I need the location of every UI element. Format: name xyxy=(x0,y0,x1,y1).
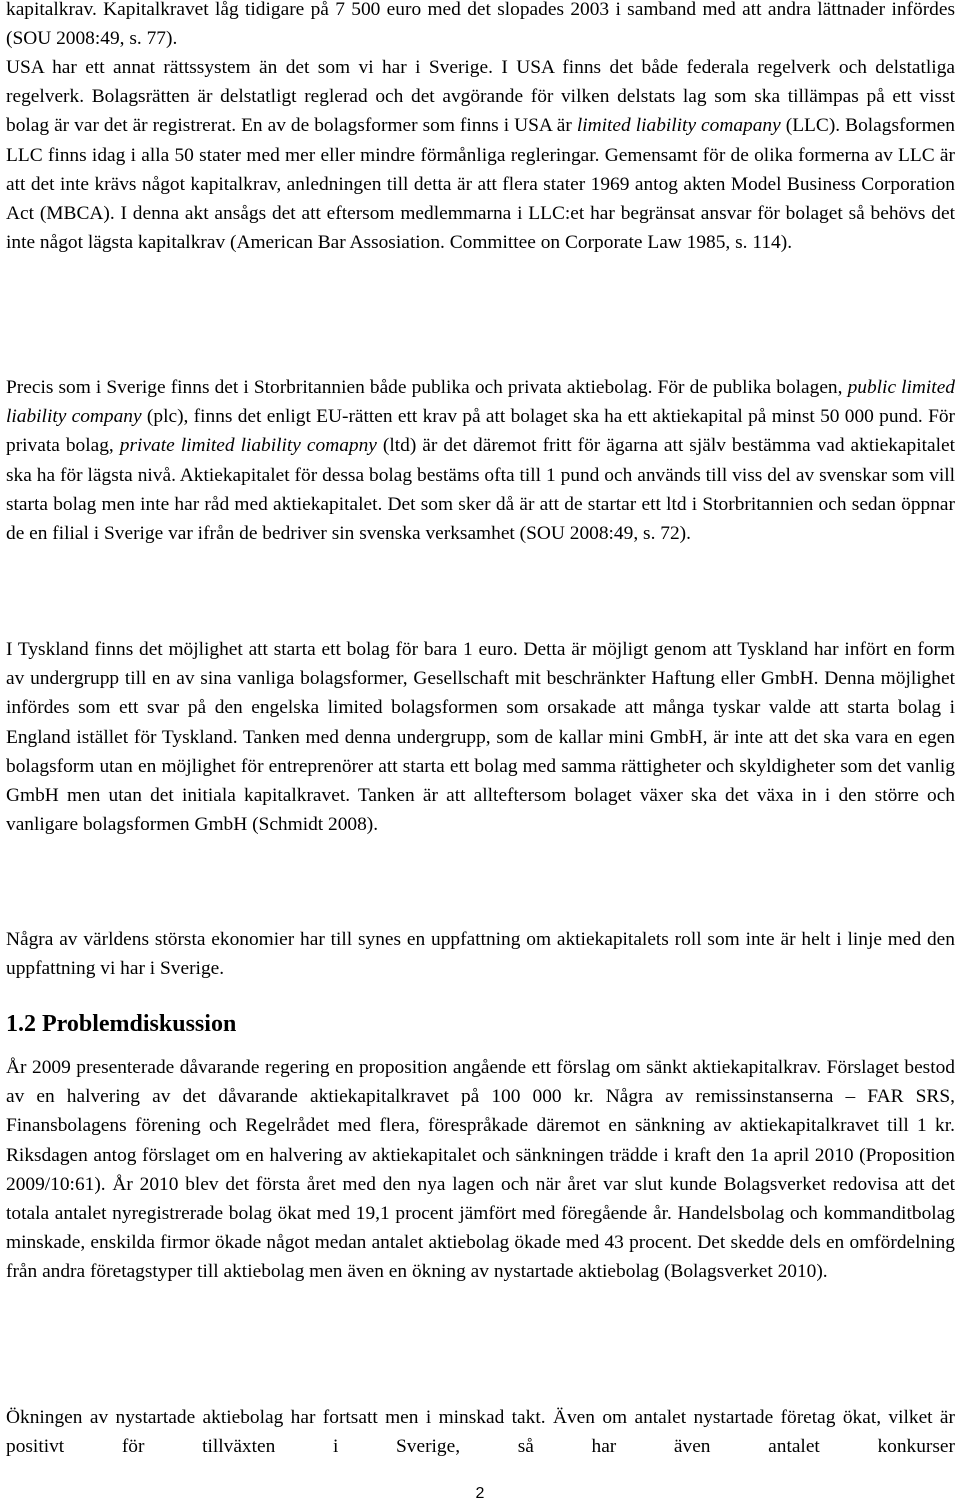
paragraph-uk-text-c: (ltd) är det däremot fritt för ägarna att själv bestämma vad aktiekapitalet ska ha för lägsta nivå. Aktiekapitalet för dessa bolag bestäms ofta till 1 pund och används till viss del av svenskar som vill starta bolag men inte har råd med aktiekapitalet. Det som sker då är att de startar ett ltd i Storbritannien och sedan öppnar de en filial i Sverige var ifrån de bedriver sin svenska verksamhet (SOU 2008:49, s. 72). xyxy=(6,435,955,545)
paragraph-uk-italic-plc: public limited liability company xyxy=(6,377,955,428)
paragraph-usa-text-a: USA har ett annat rättssystem än det som vi har i Sverige. I USA finns det både federala regelverk och delstatliga regelverk. Bolagsrätten är delstatligt reglerad och det avgörande för vilken delstats lag som ska tillämpas på ett visst bolag är var det är registrerat. En av de bolagsformer som finns i USA är xyxy=(6,57,955,137)
paragraph-usa xyxy=(6,53,955,257)
paragraph-usa-italic: limited liability comapany xyxy=(576,115,781,137)
paragraph-uk-italic-ltd: private limited liability comapny xyxy=(119,435,377,457)
paragraph-uk-text-b: (plc), finns det enligt EU-rätten ett krav på att bolaget ska ha ett aktiekapital på minst 50 000 pund. För privata bolag, xyxy=(6,406,956,457)
paragraph-uk-text-a: Precis som i Sverige finns det i Storbritannien både publika och privata aktiebolag. För de publika bolagen, xyxy=(6,377,848,398)
paragraph-last: Ökningen av nystartade aktiebolag har fortsatt men i minskad takt. Även om antalet nystartade företag ökat, vilket är positivt för tillväxten i Sverige, så har även antalet konkurser xyxy=(6,1407,955,1458)
paragraph-usa-text-b: (LLC). Bolagsformen LLC finns idag i alla 50 stater med mer eller mindre förmånliga regleringar. Gemensamt för de olika formerna av LLC är att det inte krävs något kapitalkrav, anledningen till detta är att flera stater 1969 antog akten Model Business Corporation Act (MBCA). I denna akt ansågs det att eftersom medlemmarna i LLC:et har begränsat ansvar för bolaget så behövs det inte något lägsta kapitalkrav (American Bar Assosiation. Committee on Corporate Law 1985, s. 114). xyxy=(6,115,955,254)
page-number: 2 xyxy=(475,1485,485,1502)
paragraph-problem-discussion: År 2009 presenterade dåvarande regering en proposition angående ett förslag om sänkt aktiekapitalkrav. Förslaget bestod av en halvering av det dåvarande aktiekapitalkravet på 100 000 kr. Några av remissinstanserna – FAR SRS, Finansbolagens förening och Regelrådet med flera, förespråkade däremot en sänkning av aktiekapitalkravet till 1 kr. Riksdagen antog förslaget om en halvering av aktiekapitalet och sänkningen trädde i kraft den 1a april 2010 (Proposition 2009/10:61). År 2010 blev det första året med den nya lagen och när året var slut kunde Bolagsverket redovisa att det totala antalet nyregistrerade bolag ökat med 19,1 procent jämfört med föregående år. Handelsbolag och kommanditbolag minskade, enskilda firmor ökade något medan antalet aktiebolag ökade med 43 procent. Det skedde dels en omfördelning från andra företagstyper till aktiebolag men även en ökning av nystartade aktiebolag (Bolagsverket 2010). xyxy=(6,1057,955,1283)
section-heading: 1.2 Problemdiskussion xyxy=(6,1011,237,1037)
paragraph-intro-continuation: kapitalkrav. Kapitalkravet låg tidigare på 7 500 euro med det slopades 2003 i samband med att andra lättnader infördes (SOU 2008:49, s. 77). xyxy=(6,0,955,50)
paragraph-world-economies: Några av världens största ekonomier har till synes en uppfattning om aktiekapitalets roll som inte är helt i linje med den uppfattning vi har i Sverige. xyxy=(6,929,955,980)
paragraph-germany: I Tyskland finns det möjlighet att starta ett bolag för bara 1 euro. Detta är möjligt genom att Tyskland har infört en form av undergrupp till en av sina vanliga bolagsformer, Gesellschaft mit beschränkter Haftung eller GmbH. Denna möjlighet infördes som ett svar på den engelska limited bolagsformen som orsakade att många tyskar valde att starta bolag i England istället för Tyskland. Tanken med denna undergrupp, som de kallar mini GmbH, är inte att det ska vara en egen bolagsform utan en möjlighet för entreprenörer att starta ett bolag med samma rättigheter och skyldigheter som det vanlig GmbH men utan det initiala kapitalkravet. Tanken är att allteftersom bolaget växer ska det växa in i den större och vanligare bolagsformen GmbH (Schmidt 2008). xyxy=(6,639,955,836)
paragraph-uk xyxy=(6,373,955,548)
